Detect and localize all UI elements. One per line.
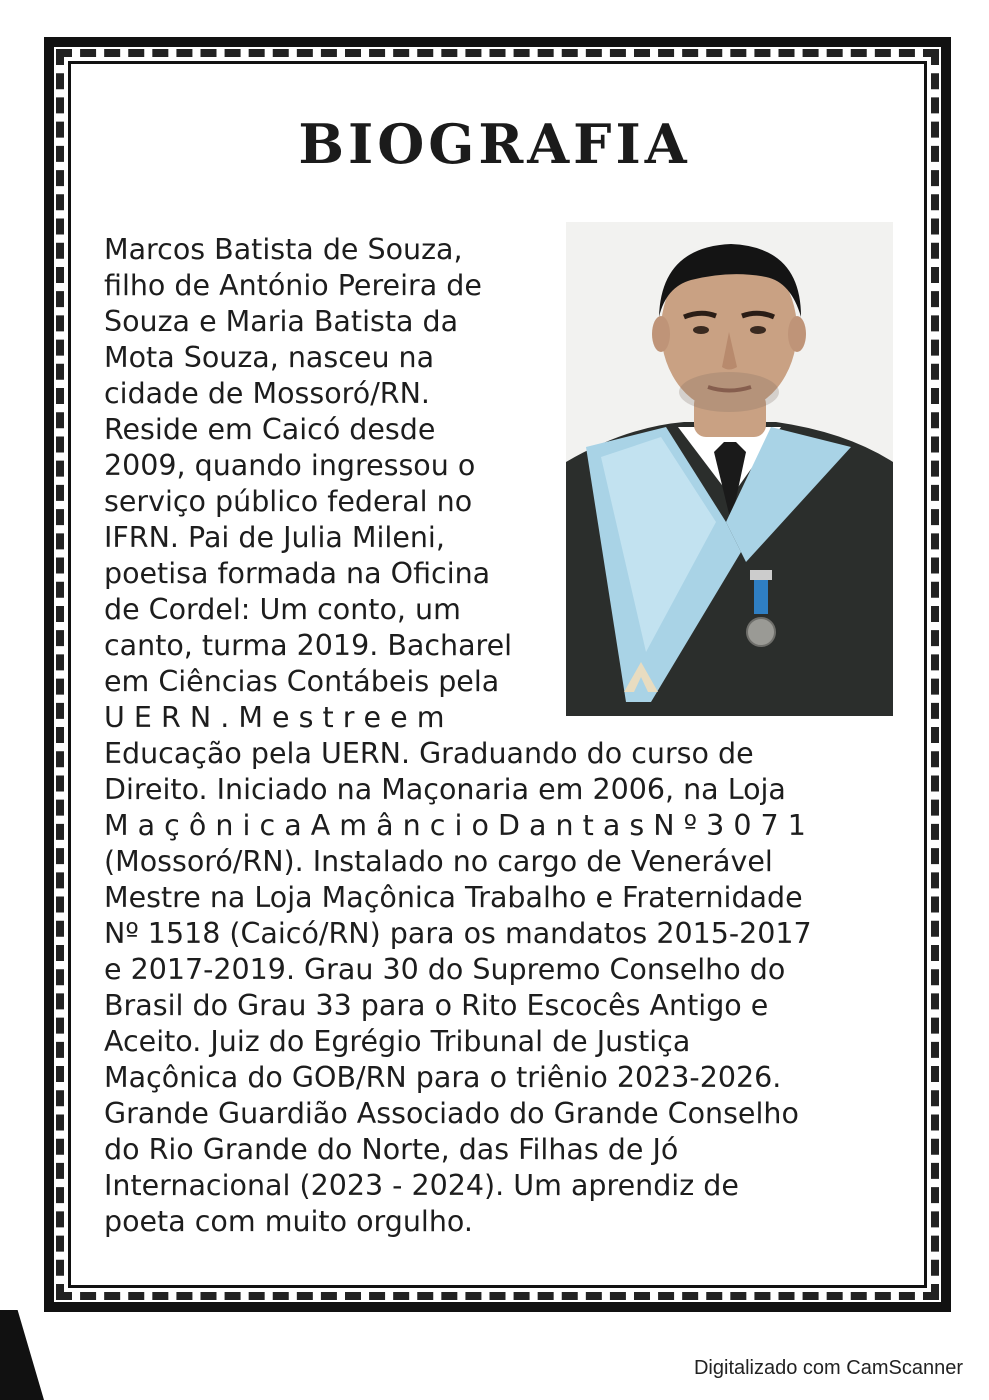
bio-line: IFRN. Pai de Julia Mileni, <box>104 521 445 554</box>
bio-line: U E R N . M e s t r e e m <box>104 701 445 734</box>
bio-line: cidade de Mossoró/RN. <box>104 377 430 410</box>
bio-line: filho de António Pereira de <box>104 269 482 302</box>
bio-line: Mestre na Loja Maçônica Trabalho e Fraternidade <box>104 881 803 914</box>
portrait-photo-icon <box>566 222 893 716</box>
bio-line: Internacional (2023 - 2024). Um aprendiz de <box>104 1169 739 1202</box>
portrait-photo <box>566 222 893 716</box>
bio-line: M a ç ô n i c a A m â n c i o D a n t a s N º 3 0 7 1 <box>104 809 806 842</box>
bio-line: Brasil do Grau 33 para o Rito Escocês Antigo e <box>104 989 769 1022</box>
bio-line: canto, turma 2019. Bacharel <box>104 629 513 662</box>
bio-line: Nº 1518 (Caicó/RN) para os mandatos 2015-2017 <box>104 917 812 950</box>
bio-line: 2009, quando ingressou o <box>104 449 476 482</box>
bio-line: Aceito. Juiz do Egrégio Tribunal de Justiça <box>104 1025 691 1058</box>
page-title: BIOGRAFIA <box>298 112 691 176</box>
bio-line: (Mossoró/RN). Instalado no cargo de Venerável <box>104 845 773 878</box>
scan-shadow-corner <box>0 1310 44 1400</box>
bio-line: Educação pela UERN. Graduando do curso de <box>104 737 754 770</box>
bio-line: Reside em Caicó desde <box>104 413 436 446</box>
bio-line: poeta com muito orgulho. <box>104 1205 473 1238</box>
bio-line: e 2017-2019. Grau 30 do Supremo Conselho do <box>104 953 786 986</box>
bio-full-text <box>104 736 896 1240</box>
bio-line: de Cordel: Um conto, um <box>104 593 461 626</box>
bio-line: poetisa formada na Oficina <box>104 557 491 590</box>
bio-line: Souza e Maria Batista da <box>104 305 459 338</box>
bio-line: Direito. Iniciado na Maçonaria em 2006, na Loja <box>104 773 786 806</box>
scanner-watermark: Digitalizado com CamScanner <box>693 1357 963 1379</box>
bio-line: Mota Souza, nasceu na <box>104 341 435 374</box>
bio-line: do Rio Grande do Norte, das Filhas de Jó <box>104 1133 679 1166</box>
bio-line: Marcos Batista de Souza, <box>104 233 463 266</box>
bio-line: em Ciências Contábeis pela <box>104 665 500 698</box>
bio-line: Grande Guardião Associado do Grande Conselho <box>104 1097 799 1130</box>
bio-column-text <box>104 232 550 736</box>
bio-line: serviço público federal no <box>104 485 473 518</box>
bio-line: Maçônica do GOB/RN para o triênio 2023-2026. <box>104 1061 782 1094</box>
